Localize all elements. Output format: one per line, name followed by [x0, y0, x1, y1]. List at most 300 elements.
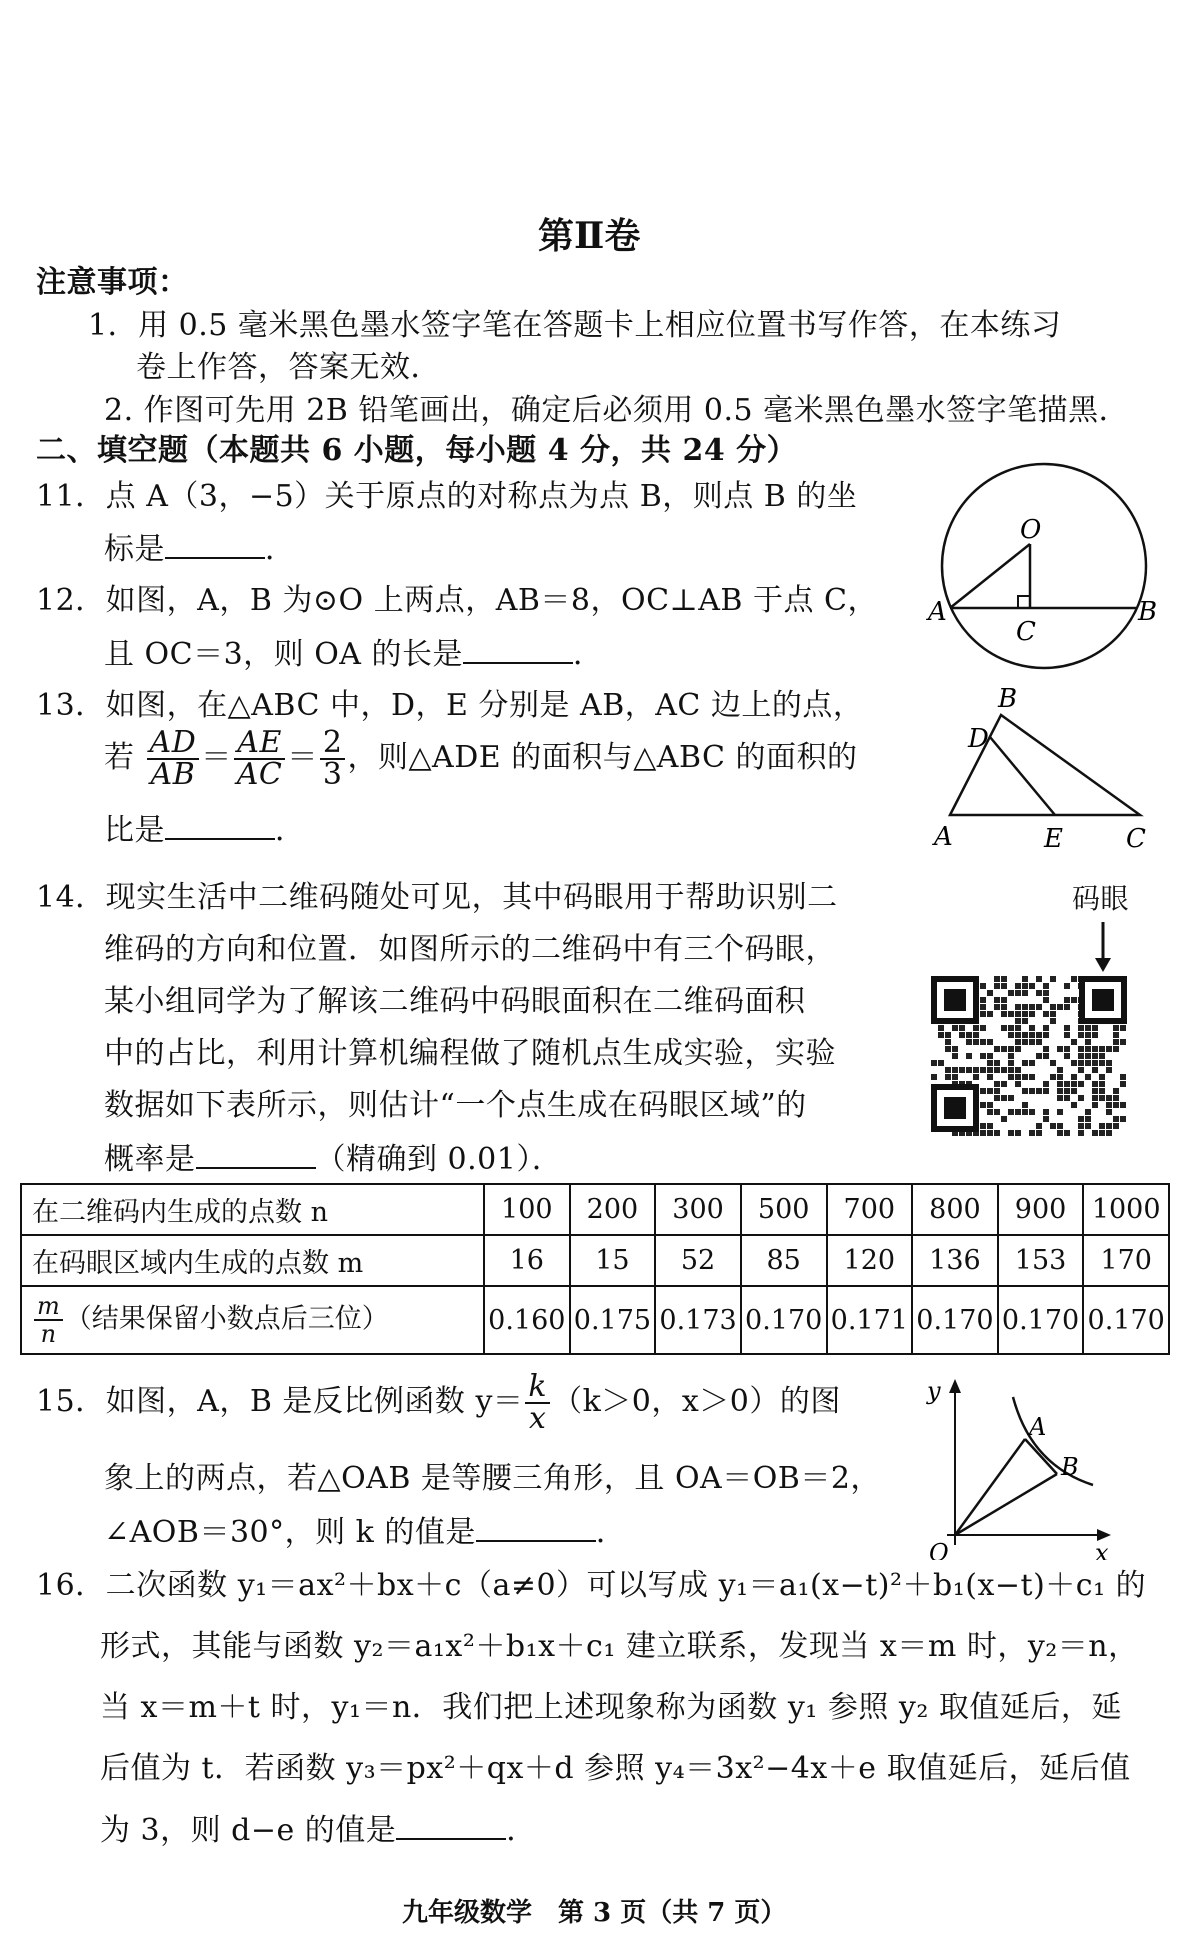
qr-module	[1099, 1081, 1105, 1087]
qr-module	[1015, 1109, 1021, 1115]
q14-line4: 中的占比，利用计算机编程做了随机点生成实验，实验	[104, 1036, 836, 1071]
qr-module	[1029, 1039, 1035, 1045]
qr-module	[994, 997, 1000, 1003]
qr-module	[1113, 1123, 1119, 1129]
answer-blank	[165, 808, 275, 840]
fraction-ae-ac: $\frac{AE}{AC}$	[234, 728, 286, 790]
qr-module	[1050, 1074, 1056, 1080]
qr-module	[1092, 1088, 1098, 1094]
qr-module	[980, 1102, 986, 1108]
qr-module	[1029, 1011, 1035, 1017]
answer-blank	[476, 1510, 596, 1542]
label-a: A	[934, 822, 953, 850]
qr-module	[1113, 1116, 1119, 1122]
qr-module	[1001, 1081, 1007, 1087]
qr-module	[945, 1067, 951, 1073]
qr-module	[980, 1067, 986, 1073]
qr-module	[1008, 1095, 1014, 1101]
cell-ratio: 0.173	[655, 1286, 741, 1354]
qr-module	[1057, 1067, 1063, 1073]
qr-module	[1057, 1046, 1063, 1052]
qr-module	[980, 1039, 986, 1045]
qr-module	[1120, 1102, 1126, 1108]
label-e: E	[1044, 824, 1063, 850]
qr-module	[1029, 1088, 1035, 1094]
qr-module	[1092, 1067, 1098, 1073]
qr-module	[1085, 1039, 1091, 1045]
qr-module	[1029, 1060, 1035, 1066]
qr-module	[1113, 1088, 1119, 1094]
label-b: B	[1061, 1453, 1079, 1481]
qr-module	[987, 1060, 993, 1066]
qr-module	[1015, 1025, 1021, 1031]
y-axis-arrow-icon	[949, 1379, 961, 1393]
qr-module	[1008, 1011, 1014, 1017]
q16-line4: 后值为 t．若函数 y₃＝px²＋qx＋d 参照 y₄＝3x²−4x＋e 取值延后，延后值	[100, 1751, 1131, 1786]
finder-eye-top-left	[931, 976, 979, 1024]
q14-line3: 某小组同学为了解该二维码中码眼面积在二维码面积	[104, 984, 806, 1019]
qr-module	[1015, 1046, 1021, 1052]
circle-figure	[912, 460, 1172, 680]
segment-oa	[955, 1439, 1025, 1535]
qr-module	[1071, 1081, 1077, 1087]
qr-module	[959, 1032, 965, 1038]
qr-module	[1043, 1025, 1049, 1031]
qr-module	[1036, 1123, 1042, 1129]
qr-module	[1092, 1130, 1098, 1136]
qr-module	[1078, 1123, 1084, 1129]
qr-module	[1085, 1032, 1091, 1038]
q14-line6: 概率是 （精确到 0.01）．	[104, 1137, 562, 1181]
qr-module	[1015, 990, 1021, 996]
qr-module	[1120, 1039, 1126, 1045]
qr-module	[1043, 1109, 1049, 1115]
q13-line2: 若 $\frac{AD}{AB}$ ＝ $\frac{AE}{AC}$ ＝ $\frac{2}{3}$ ，则△ADE 的面积与△ABC 的面积的	[104, 725, 858, 792]
qr-module	[980, 1004, 986, 1010]
cell-ratio: 0.170	[998, 1286, 1084, 1354]
label-b: B	[1138, 597, 1158, 627]
qr-module	[1071, 1039, 1077, 1045]
q11-line1: 11．点 A（3，−5）关于原点的对称点为点 B，则点 B 的坐	[36, 479, 858, 514]
cell-m: 85	[741, 1235, 827, 1286]
cell-m: 136	[912, 1235, 998, 1286]
qr-module	[1022, 983, 1028, 989]
qr-module	[1008, 1074, 1014, 1080]
qr-module	[1015, 983, 1021, 989]
qr-module	[1008, 1060, 1014, 1066]
qr-module	[994, 1067, 1000, 1073]
qr-module	[1036, 1004, 1042, 1010]
qr-module	[1015, 1130, 1021, 1136]
qr-module	[952, 1053, 958, 1059]
qr-module	[966, 1032, 972, 1038]
qr-module	[1043, 1032, 1049, 1038]
qr-module	[1022, 1011, 1028, 1017]
qr-module	[945, 1039, 951, 1045]
qr-module	[987, 1130, 993, 1136]
cell-ratio: 0.175	[570, 1286, 656, 1354]
label-c: C	[1126, 824, 1146, 850]
qr-module	[1043, 1053, 1049, 1059]
qr-module	[1036, 1130, 1042, 1136]
label-a: A	[1029, 1413, 1047, 1441]
qr-module	[1015, 1004, 1021, 1010]
qr-module	[994, 1088, 1000, 1094]
qr-module	[1001, 1046, 1007, 1052]
qr-module	[987, 1039, 993, 1045]
cell-n: 800	[912, 1184, 998, 1235]
qr-module	[987, 1011, 993, 1017]
qr-module	[1106, 1109, 1112, 1115]
qr-module	[1113, 1095, 1119, 1101]
qr-module	[1064, 997, 1070, 1003]
qr-module	[1036, 990, 1042, 996]
cell-m: 16	[484, 1235, 570, 1286]
qr-module	[1092, 1032, 1098, 1038]
qr-module	[1008, 1046, 1014, 1052]
fraction-ad-ab: $\frac{AD}{AB}$	[147, 728, 200, 790]
qr-module	[1008, 1032, 1014, 1038]
qr-module	[980, 983, 986, 989]
qr-module	[959, 1025, 965, 1031]
qr-module	[1064, 1046, 1070, 1052]
qr-module	[1015, 1011, 1021, 1017]
qr-module	[1078, 1032, 1084, 1038]
qr-module	[1036, 1053, 1042, 1059]
qr-module	[1120, 1081, 1126, 1087]
page-footer: 九年级数学 第 3 页（共 7 页）	[402, 1898, 787, 1928]
qr-module	[1029, 1130, 1035, 1136]
q14-line1: 14．现实生活中二维码随处可见，其中码眼用于帮助识别二	[36, 880, 838, 915]
qr-module	[1106, 1095, 1112, 1101]
qr-module	[1008, 1109, 1014, 1115]
qr-module	[1057, 1074, 1063, 1080]
qr-module	[1029, 1032, 1035, 1038]
qr-module	[1064, 1081, 1070, 1087]
qr-module	[1064, 1130, 1070, 1136]
qr-module	[994, 1130, 1000, 1136]
qr-module	[966, 1039, 972, 1045]
hyperbola-figure	[925, 1375, 1115, 1560]
cell-ratio: 0.170	[912, 1286, 998, 1354]
qr-module	[1029, 1074, 1035, 1080]
cell-ratio: 0.160	[484, 1286, 570, 1354]
qr-module	[1064, 1032, 1070, 1038]
qr-module	[1092, 1053, 1098, 1059]
qr-module	[1022, 1039, 1028, 1045]
qr-module	[1099, 1053, 1105, 1059]
cell-m: 170	[1083, 1235, 1169, 1286]
qr-module	[980, 1088, 986, 1094]
qr-module	[1078, 1095, 1084, 1101]
qr-module	[987, 1088, 993, 1094]
finder-eye-top-right	[1079, 976, 1127, 1024]
triangle-figure	[920, 685, 1160, 850]
segment-de	[990, 737, 1055, 815]
qr-module	[1071, 1074, 1077, 1080]
page-title: 第Ⅱ卷	[538, 215, 641, 257]
qr-module	[994, 1004, 1000, 1010]
qr-module	[1092, 1060, 1098, 1066]
table-row-m	[21, 1235, 1169, 1286]
qr-module	[1113, 1032, 1119, 1038]
qr-module	[980, 1053, 986, 1059]
qr-module	[980, 1123, 986, 1129]
qr-module	[1120, 1074, 1126, 1080]
qr-module	[973, 1067, 979, 1073]
q12-line2: 且 OC＝3，则 OA 的长是 ．	[104, 632, 604, 676]
qr-module	[1015, 1081, 1021, 1087]
cell-n: 900	[998, 1184, 1084, 1235]
label-b: B	[998, 685, 1018, 714]
cell-n: 1000	[1083, 1184, 1169, 1235]
qr-module	[1043, 997, 1049, 1003]
qr-module	[1099, 1046, 1105, 1052]
q13-line3: 比是 ．	[104, 808, 306, 852]
qr-module	[1008, 1025, 1014, 1031]
q12-line1: 12．如图，A，B 为⊙O 上两点，AB＝8，OC⊥AB 于点 C，	[36, 583, 878, 618]
qr-module	[1022, 1074, 1028, 1080]
qr-module	[987, 1067, 993, 1073]
qr-module	[1113, 1025, 1119, 1031]
qr-module	[1001, 1004, 1007, 1010]
qr-module	[1057, 1123, 1063, 1129]
qr-module	[1029, 1025, 1035, 1031]
segment-ab	[1025, 1439, 1057, 1474]
qr-module	[1071, 1060, 1077, 1066]
qr-module	[980, 1011, 986, 1017]
answer-blank	[396, 1808, 506, 1840]
q16-line3: 当 x＝m＋t 时，y₁＝n．我们把上述现象称为函数 y₁ 参照 y₂ 取值延后，延	[100, 1690, 1122, 1725]
qr-module	[1071, 997, 1077, 1003]
qr-module	[994, 1109, 1000, 1115]
qr-module	[1022, 1102, 1028, 1108]
qr-module	[1057, 1004, 1063, 1010]
cell-m: 120	[827, 1235, 913, 1286]
qr-module	[994, 1081, 1000, 1087]
q11-line2: 标是 ．	[104, 527, 296, 571]
section-heading: 二、填空题（本题共 6 小题，每小题 4 分，共 24 分）	[36, 433, 798, 468]
qr-module	[1050, 1018, 1056, 1024]
qr-module	[1099, 1130, 1105, 1136]
qr-module	[1113, 1102, 1119, 1108]
qr-module	[1015, 1074, 1021, 1080]
fraction-m-n: $\frac{m}{n}$	[34, 1293, 63, 1347]
qr-module	[1001, 1116, 1007, 1122]
experiment-table	[20, 1183, 1170, 1355]
qr-module	[980, 1025, 986, 1031]
qr-module	[1078, 1081, 1084, 1087]
qr-module	[1057, 1088, 1063, 1094]
label-c: C	[1016, 617, 1036, 647]
qr-module	[994, 1060, 1000, 1066]
qr-module	[1008, 1130, 1014, 1136]
qr-module	[1064, 1088, 1070, 1094]
qr-module	[1092, 1102, 1098, 1108]
qr-module	[994, 1095, 1000, 1101]
qr-module	[1078, 1130, 1084, 1136]
finder-eye-bottom-left	[931, 1084, 979, 1132]
notice-item1-line1: 1．用 0.5 毫米黑色墨水签字笔在答题卡上相应位置书写作答，在本练习	[88, 308, 1062, 343]
qr-module	[1022, 976, 1028, 982]
notice-heading: 注意事项：	[36, 265, 189, 300]
label-o: O	[1020, 515, 1042, 545]
qr-module	[1113, 1039, 1119, 1045]
qr-module	[931, 1074, 937, 1080]
qr-module	[1029, 983, 1035, 989]
qr-module	[1092, 1046, 1098, 1052]
circle-o	[942, 464, 1146, 668]
qr-module	[1106, 1102, 1112, 1108]
qr-module	[1057, 1081, 1063, 1087]
label-a: A	[928, 597, 947, 627]
qr-module	[1015, 1039, 1021, 1045]
qr-module	[973, 1074, 979, 1080]
qr-module	[1064, 1053, 1070, 1059]
qr-module	[1078, 1116, 1084, 1122]
qr-module	[1085, 1074, 1091, 1080]
cell-n: 300	[655, 1184, 741, 1235]
cell-n: 500	[741, 1184, 827, 1235]
answer-blank	[165, 527, 265, 559]
qr-module	[1085, 1046, 1091, 1052]
cell-m: 153	[998, 1235, 1084, 1286]
qr-module	[952, 1025, 958, 1031]
qr-module	[1029, 1109, 1035, 1115]
qr-module	[980, 997, 986, 1003]
q16-line2: 形式，其能与函数 y₂＝a₁x²＋b₁x＋c₁ 建立联系，发现当 x＝m 时，y₂＝n，	[100, 1629, 1139, 1664]
q14-line2: 维码的方向和位置．如图所示的二维码中有三个码眼，	[104, 932, 836, 967]
qr-module	[1050, 1123, 1056, 1129]
qr-module	[994, 983, 1000, 989]
qr-module	[1015, 1067, 1021, 1073]
qr-module	[1120, 1025, 1126, 1031]
qr-module	[1043, 1081, 1049, 1087]
qr-module	[1043, 1088, 1049, 1094]
q16-line1: 16．二次函数 y₁＝ax²＋bx＋c（a≠0）可以写成 y₁＝a₁(x−t)²＋b₁(x−t)＋c₁ 的	[36, 1568, 1147, 1603]
q16-line5: 为 3，则 d−e 的值是 ．	[100, 1808, 537, 1852]
qr-module	[938, 1060, 944, 1066]
qr-module	[1085, 1053, 1091, 1059]
qr-module	[1043, 990, 1049, 996]
qr-module	[1043, 983, 1049, 989]
label-d: D	[968, 724, 989, 754]
right-angle-mark	[1018, 596, 1030, 608]
qr-module	[1085, 1109, 1091, 1115]
qr-module	[1057, 1095, 1063, 1101]
qr-module	[959, 1067, 965, 1073]
qr-module	[973, 1025, 979, 1031]
qr-module	[1050, 976, 1056, 982]
qr-module	[1071, 976, 1077, 982]
qr-module	[931, 1060, 937, 1066]
row-header-ratio: $\frac{m}{n}$ （结果保留小数点后三位）	[21, 1286, 484, 1354]
qr-module	[1015, 1018, 1021, 1024]
qr-module	[1064, 1095, 1070, 1101]
arrow-head-icon	[1095, 958, 1111, 972]
qr-module	[1113, 1046, 1119, 1052]
cell-m: 15	[570, 1235, 656, 1286]
q15-line3: ∠AOB＝30°，则 k 的值是 ．	[104, 1510, 626, 1554]
qr-module	[987, 990, 993, 996]
qr-module	[1015, 1032, 1021, 1038]
qr-module	[1085, 1123, 1091, 1129]
cell-m: 52	[655, 1235, 741, 1286]
qr-module	[1071, 1102, 1077, 1108]
qr-module	[945, 1074, 951, 1080]
qr-module	[1043, 1011, 1049, 1017]
qr-module	[1078, 1025, 1084, 1031]
q13-line1: 13．如图，在△ABC 中，D，E 分别是 AB，AC 边上的点，	[36, 688, 864, 723]
qr-module	[1099, 1123, 1105, 1129]
qr-module	[1078, 1046, 1084, 1052]
qr-module	[1001, 997, 1007, 1003]
qr-module	[994, 976, 1000, 982]
qr-module	[987, 1053, 993, 1059]
qr-module	[1008, 990, 1014, 996]
row-header-n: 在二维码内生成的点数 n	[21, 1184, 484, 1235]
cell-n: 100	[484, 1184, 570, 1235]
qr-code-figure	[925, 918, 1165, 1138]
qr-module	[1078, 1060, 1084, 1066]
qr-module	[1001, 976, 1007, 982]
qr-module	[1008, 1053, 1014, 1059]
qr-module	[987, 1074, 993, 1080]
row-header-m: 在码眼区域内生成的点数 m	[21, 1235, 484, 1286]
qr-module	[1078, 1053, 1084, 1059]
q14-line5: 数据如下表所示，则估计“一个点生成在码眼区域”的	[104, 1088, 807, 1123]
answer-blank	[463, 632, 573, 664]
qr-module	[1001, 1011, 1007, 1017]
qr-module	[1036, 1032, 1042, 1038]
qr-module	[973, 1039, 979, 1045]
qr-module	[1106, 1046, 1112, 1052]
q15-line2: 象上的两点，若△OAB 是等腰三角形，且 OA＝OB＝2，	[104, 1461, 881, 1496]
qr-module	[1036, 1088, 1042, 1094]
qr-module	[1057, 1130, 1063, 1136]
qr-module	[1099, 1074, 1105, 1080]
qr-module	[1029, 1004, 1035, 1010]
qr-module	[1064, 1004, 1070, 1010]
qr-module	[1001, 1025, 1007, 1031]
qr-module	[1022, 1032, 1028, 1038]
table-row-ratio	[21, 1286, 1169, 1354]
label-y: y	[927, 1377, 941, 1405]
qr-module	[1078, 1067, 1084, 1073]
qr-module	[1099, 1060, 1105, 1066]
fraction-2-3: $\frac{2}{3}$	[320, 728, 346, 790]
qr-module	[1022, 990, 1028, 996]
qr-module	[973, 1032, 979, 1038]
qr-module	[1085, 1116, 1091, 1122]
label-x: x	[1095, 1539, 1109, 1560]
table-row-n	[21, 1184, 1169, 1235]
cell-ratio: 0.170	[741, 1286, 827, 1354]
qr-module	[1120, 1116, 1126, 1122]
qr-module	[994, 1046, 1000, 1052]
qr-module	[1085, 1060, 1091, 1066]
qr-module	[1106, 1060, 1112, 1066]
qr-module	[1001, 1067, 1007, 1073]
qr-module	[1036, 1039, 1042, 1045]
qr-module	[1050, 1004, 1056, 1010]
q15-line1: 15．如图，A，B 是反比例函数 y＝ $\frac{k}{x}$ （k＞0，x＞0）的图	[36, 1369, 841, 1436]
qr-module	[1001, 983, 1007, 989]
qr-module	[1099, 1088, 1105, 1094]
qr-module	[1001, 1095, 1007, 1101]
qr-module	[1057, 1109, 1063, 1115]
qr-module	[1064, 983, 1070, 989]
